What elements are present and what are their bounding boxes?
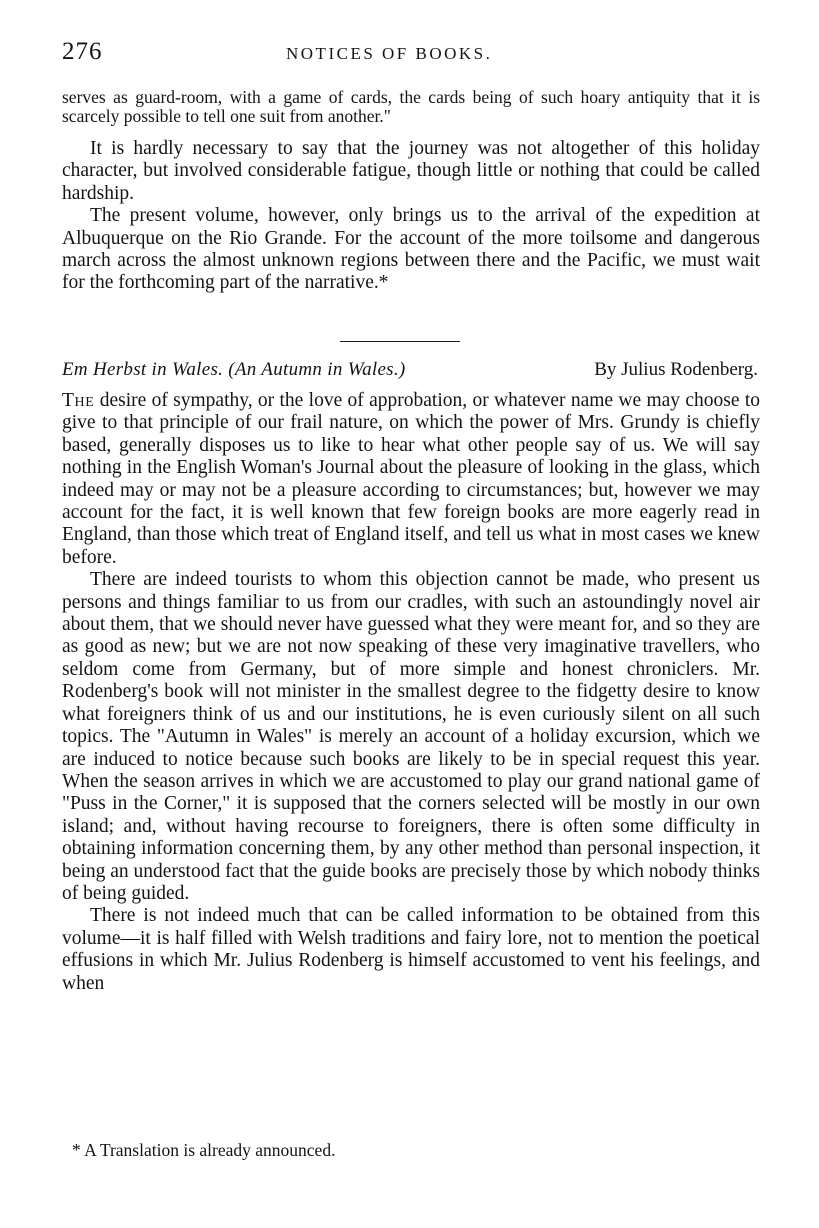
section-one-text [62,138,760,295]
review-text [62,390,760,995]
paragraph [62,390,760,569]
review-heading [62,359,758,381]
footnote: * A Translation is already announced. [72,1140,336,1160]
running-head: NOTICES OF BOOKS. [286,44,493,63]
paragraph: There are indeed tourists to whom this objection cannot be made, who present us persons and things familiar to us from our cradles, with such an astoundingly novel air about them, that we should never have guessed what they were meant for, and so they are as good as new; but we are not now speaking of these very imaginative travellers, who seldom come from Germany, but of more simple and honest chroniclers. Mr. Rodenberg's book will not minister in the smallest degree to the fidgetty desire to know what foreigners think of us and our institutions, he is even curiously silent on all such topics. The "Autumn in Wales" is merely an account of a holiday excursion, which we are induced to notice because such books are likely to be in special request this year. When the season arrives in which we are accustomed to play our grand national game of "Puss in the Corner," it is supposed that the corners selected will be mostly in our own island; and, without having recourse to foreigners, there is often some difficulty in obtaining information concerning them, by any other method than personal inspection, it being an understood fact that the guide books are precisely those by which nobody thinks of being guided. [62,569,760,904]
paragraph-text: desire of sympathy, or the love of approbation, or whatever name we may choose to give to that principle of our frail nature, on which the power of Mrs. Grundy is chiefly based, generally disposes us to like to hear what other people say of us. We will say nothing in the English Woman's Journal about the pleasure of looking in the glass, which indeed may or may not be a pleasure according to circumstances; but, however we may account for the fact, it is well known that few foreign books are more eagerly read in England, than those which treat of England itself, and tell us what in most cases we knew before. [62,390,760,568]
review-author: By Julius Rodenberg. [594,359,758,380]
page-header [62,38,762,72]
paragraph: It is hardly necessary to say that the journey was not altogether of this holiday character, but involved considerable fatigue, though little or nothing that could be called hardship. [62,138,760,204]
review-title: Em Herbst in Wales. (An Autumn in Wales.) [62,359,406,380]
quote-continuation: serves as guard-room, with a game of cards, the cards being of such hoary antiquity that it is scarcely possible to tell one suit from another." [62,87,760,126]
page-number: 276 [62,38,103,65]
section-divider [340,341,460,342]
paragraph: The present volume, however, only brings us to the arrival of the expedition at Albuquerque on the Rio Grande. For the account of the more toilsome and dangerous march across the almost unknown regions between there and the Pacific, we must wait for the forthcoming part of the narrative.* [62,205,760,294]
paragraph: There is not indeed much that can be called information to be obtained from this volume—it is half filled with Welsh traditions and fairy lore, not to mention the poetical effusions in which Mr. Julius Rodenberg is himself accustomed to vent his feelings, and when [62,905,760,994]
drop-word: The [62,390,95,411]
